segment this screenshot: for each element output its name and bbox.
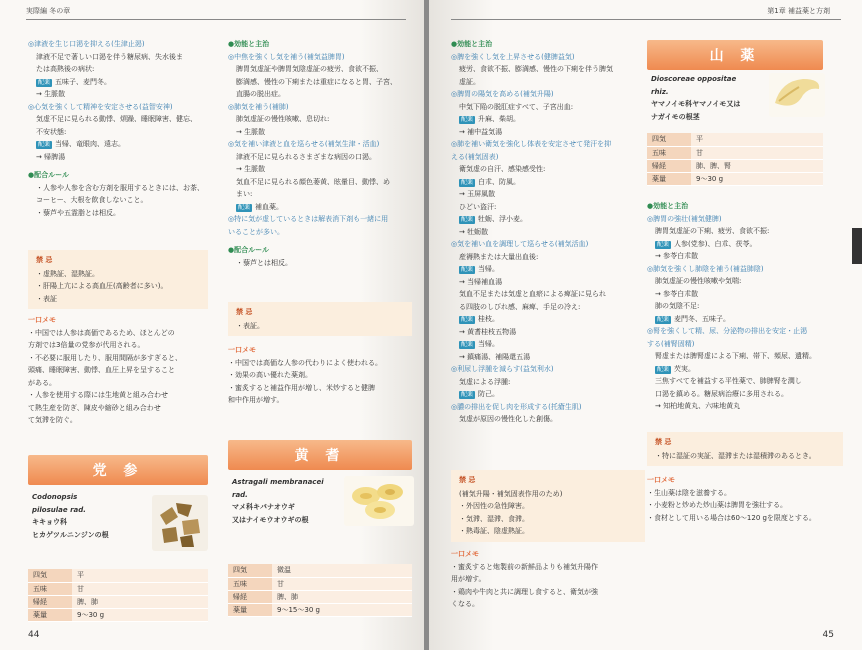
- box-item: ・食材として用いる場合は60〜120 gを限度とする。: [647, 513, 816, 522]
- property-row: 五味 甘: [28, 582, 208, 595]
- text-line: 直腸の脱出症。: [236, 90, 285, 98]
- box-item: (補気升陽・補気固表作用のため): [459, 489, 563, 498]
- text-line: する(補腎固精): [647, 339, 695, 348]
- text-line: ●効能と主治: [228, 40, 270, 48]
- text-line: ●効能と主治: [647, 202, 689, 210]
- text-line: 配薬 当帰。: [461, 340, 500, 348]
- box-title: 一口メモ: [28, 316, 56, 324]
- box-item: ・表証。: [236, 321, 264, 330]
- text-line: 配薬 升麻、柴胡。: [461, 115, 521, 123]
- memo-box: [647, 474, 843, 524]
- property-row: 四気 平: [28, 569, 208, 582]
- memo-box: [228, 344, 412, 407]
- text-line: ●配合ルール: [28, 171, 69, 179]
- text-line: 配薬 当帰、竜眼肉、遠志。: [38, 140, 126, 148]
- latin-name-2: pilosulae rad.: [32, 505, 86, 514]
- text-line: 配薬 防己。: [461, 390, 500, 398]
- text-line: ・藜芦とは相反。: [236, 258, 292, 267]
- text-line: ◎津液を生じ口渇を抑える(生津止渇): [28, 40, 145, 48]
- property-table: [228, 564, 412, 617]
- text-line: 気血不足または気虚と血瘀による痺証に見られ: [459, 290, 606, 298]
- box-item: ・特に湿証の実証、湿滞または湿積滞のあるとき。: [655, 451, 816, 460]
- box-title: 禁 忌: [236, 308, 253, 316]
- prescription-tag: 配薬: [657, 365, 670, 373]
- text-line: ●配合ルール: [228, 246, 269, 254]
- text-line: 肺気虚証の慢性咳嗽、息切れ:: [236, 115, 330, 123]
- text-line: → 生脈散: [36, 90, 66, 98]
- box-item: ・気滞、湿滞、食滞。: [459, 514, 529, 523]
- text-line: 膨満感、慢性の下痢または重症になると胃、子宮、: [236, 77, 397, 86]
- text-line: ひどい盗汗:: [459, 202, 497, 211]
- text-line: 中気下陥の脱肛症すべて、子宮出血:: [459, 102, 574, 111]
- herb-name-banner: 黄 耆: [228, 440, 412, 470]
- text-line: 配薬 五味子、麦門冬。: [38, 77, 112, 86]
- property-row: 五味 甘: [647, 146, 823, 159]
- box-item: がある。: [28, 378, 56, 387]
- column-dioscorea-text: [647, 200, 847, 413]
- property-row: 薬量 9〜15〜30 g: [228, 603, 412, 616]
- text-line: 配薬 当帰。: [461, 265, 500, 273]
- herb-photo-dioscorea: [769, 73, 825, 117]
- text-line: 配薬 補血薬。: [238, 202, 284, 211]
- box-item: くなる。: [451, 600, 479, 608]
- text-line: ・人参や人参を含む方剤を服用するときには、お茶、: [36, 183, 204, 192]
- text-line: 配薬 白朮、防風。: [461, 177, 521, 186]
- text-line: いることが多い。: [228, 227, 284, 236]
- prescription-tag: 配薬: [461, 316, 474, 323]
- box-item: ・不必要に服用したり、服用間隔が多すぎると、: [28, 353, 182, 362]
- prescription-tag: 配薬: [461, 116, 474, 123]
- running-header: 実際編 冬の章: [26, 7, 71, 15]
- header-rule: [451, 19, 841, 20]
- text-line: → 生脈散: [236, 165, 266, 173]
- box-item: ・生山薬は陰を滋養する。: [647, 488, 731, 497]
- text-line: 気虚による浮腫:: [459, 377, 511, 386]
- box-item: ・中国では高価な人参の代わりによく使われる。: [228, 358, 382, 367]
- memo-box: [28, 314, 208, 427]
- text-line: 疲労、食欲不振、膨満感、慢性の下痢を伴う脾気: [459, 65, 613, 73]
- text-line: 気血不足に見られる顔色萎黄、眩暈目、動悸、め: [236, 177, 390, 186]
- property-table: [647, 133, 823, 186]
- page-number: 44: [28, 630, 40, 640]
- box-item: て熱生産を防ぎ、陳皮や縮砂と組み合わせ: [28, 403, 161, 412]
- left-page: [0, 0, 424, 650]
- property-row: 四気 微温: [228, 564, 412, 577]
- text-line: 津液不足で著しい口渇を伴う糖尿病、失水後ま: [36, 52, 183, 61]
- column-ginseng-text: [28, 38, 206, 219]
- text-line: まい:: [236, 190, 253, 198]
- text-line: ◎中焦を強くし気を補う(補気益脾胃): [228, 52, 345, 61]
- text-line: 肺の気陰不足:: [655, 302, 700, 310]
- text-line: 配薬 芡実。: [657, 364, 696, 373]
- text-line: 津液不足に見られるさまざまな病因の口渇。: [236, 152, 376, 161]
- box-item: ・表証: [36, 294, 57, 303]
- text-line: ◎脾を強くし気を上昇させる(健脾益気): [451, 52, 575, 61]
- property-row: 帰経 脾、肺: [228, 590, 412, 603]
- prescription-tag: 配薬: [38, 141, 51, 148]
- text-line: → 知柏地黄丸、六味地黄丸: [655, 402, 741, 410]
- text-line: → 黄耆桂枝五物湯: [459, 327, 517, 336]
- column-codonopsis-text: [228, 38, 414, 269]
- box-item: ・熱毒証、陰虚熱証。: [459, 527, 529, 535]
- box-item: 頭痛、睡眠障害、動悸、血圧上昇を呈すること: [28, 366, 175, 374]
- latin-name-2: rhiz.: [651, 87, 669, 96]
- latin-name-2: rad.: [232, 490, 248, 499]
- box-title: 禁 忌: [459, 476, 476, 484]
- text-line: 衛気虚の自汗、感染感受性:: [459, 165, 546, 173]
- herb-name-banner: 党 参: [28, 455, 208, 485]
- box-item: ・肝陽上亢による高血圧(高齢者に多い)。: [36, 282, 168, 290]
- caution-box: [228, 302, 412, 336]
- prescription-tag: 配薬: [657, 240, 670, 248]
- text-line: → 生脈散: [236, 127, 266, 136]
- plant-part: ナガイモの根茎: [651, 112, 700, 121]
- text-line: 腎虚または脾腎虚による下痢、帯下、頻尿、遺精。: [655, 352, 816, 360]
- text-line: → 当帰補血湯: [459, 277, 503, 286]
- box-item: ・外因性の急性障害。: [459, 502, 529, 510]
- herb-card-codonopsis: [28, 455, 208, 622]
- plant-family: マメ科キバナオウギ: [232, 503, 295, 511]
- box-title: 一口メモ: [228, 346, 256, 354]
- text-line: える(補気固表): [451, 152, 499, 161]
- right-page: [429, 0, 862, 650]
- text-line: ◎腎を強くして精、尿、分泌物の排出を安定・止渇: [647, 327, 808, 335]
- property-row: 薬量 9〜30 g: [28, 608, 208, 621]
- text-line: ◎肺を補い衛気を強化し体表を安定させて発汗を抑: [451, 140, 612, 148]
- column-astragalus-text: [451, 38, 647, 426]
- box-item: 方剤では3倍量の党参が代用される。: [28, 341, 145, 349]
- box-item: ・鶏肉や牛肉と共に調理し食すると、衛気が強: [451, 587, 598, 596]
- text-line: ◎肺気を補う(補肺): [228, 102, 289, 111]
- text-line: ◎特に気が虚しているときは解表消下剤も一緒に用: [228, 215, 389, 223]
- text-line: 配薬 人参(党参)、白朮、茯苓。: [657, 239, 757, 248]
- text-line: 気虚不足に見られる動悸、煩躁、睡眠障害、健忘、: [36, 115, 197, 123]
- text-line: 配薬 麦門冬、五味子。: [657, 314, 731, 323]
- box-title: 禁 忌: [36, 256, 53, 264]
- prescription-tag: 配薬: [461, 178, 474, 186]
- text-line: コーヒー、大根を飲食しないこと。: [36, 196, 148, 204]
- herb-photo-astragalus: [344, 476, 414, 526]
- text-line: ◎肺気を強くし肺陰を補う(補益肺陰): [647, 264, 764, 273]
- box-title: 一口メモ: [451, 550, 479, 558]
- herb-card-astragalus: [228, 440, 412, 617]
- box-title: 一口メモ: [647, 476, 675, 484]
- property-row: 四気 平: [647, 133, 823, 146]
- box-item: ・虚熱証、湿熱証。: [36, 269, 99, 278]
- prescription-tag: 配薬: [657, 315, 670, 323]
- text-line: 産褥熱または大量出血後:: [459, 252, 539, 261]
- caution-box: [451, 470, 645, 542]
- box-item: ・中国では人参は高価であるため、ほとんどの: [28, 328, 175, 337]
- box-item: て気滞を防ぐ。: [28, 416, 77, 424]
- box-item: ・蜜炙すると補益作用が増し、米炒すると健脾: [228, 383, 375, 392]
- text-line: → 鎮痛湯、補陽還五湯: [459, 352, 531, 361]
- plant-family: キキョウ科: [32, 518, 67, 526]
- prescription-tag: 配薬: [461, 341, 474, 348]
- text-line: る四肢のしびれ感、麻痺、手足の冷え:: [459, 302, 581, 311]
- latin-name: Codonopsis: [32, 493, 78, 501]
- property-row: 薬量 9〜30 g: [647, 172, 823, 185]
- text-line: 口渇を鎮める。糖尿病治療に多用される。: [655, 389, 788, 398]
- text-line: → 玉屏風散: [459, 190, 496, 198]
- box-item: ・小麦粉と炒めた炒山薬は脾胃を強壮する。: [647, 501, 787, 509]
- plant-part: ヒカゲツルニンジンの根: [32, 530, 109, 539]
- text-line: 虚証。: [459, 77, 480, 86]
- text-line: 配薬 桂枝。: [461, 315, 500, 323]
- text-line: ◎脾胃の強壮(補気健脾): [647, 214, 722, 223]
- latin-name: Astragali membranacei: [232, 478, 324, 486]
- box-item: ・人参を使用する際には生地黄と組み合わせ: [28, 391, 168, 399]
- caution-box: [28, 250, 208, 309]
- prescription-tag: 配薬: [38, 78, 51, 86]
- text-line: たは高熱後の病状:: [36, 65, 95, 73]
- property-row: 帰経 肺、脾、腎: [647, 159, 823, 172]
- prescription-tag: 配薬: [238, 203, 251, 211]
- text-line: 肺気虚証の慢性咳嗽や気喘:: [655, 277, 742, 285]
- prescription-tag: 配薬: [461, 391, 474, 398]
- text-line: ◎膿の排出を促し肉を形成する(托瘡生肌): [451, 402, 582, 411]
- text-line: → 参苓白朮散: [655, 252, 699, 260]
- text-line: → 牡蛎散: [459, 227, 489, 236]
- box-item: ・蜜炙すると炮製前の新鮮品よりも補気升陽作: [451, 562, 598, 571]
- caution-box: [647, 432, 843, 466]
- box-item: 和中作用が増す。: [228, 396, 284, 404]
- herb-photo-codonopsis: [152, 495, 208, 551]
- text-line: → 帰脾湯: [36, 152, 66, 161]
- prescription-tag: 配薬: [461, 216, 474, 223]
- property-row: 五味 甘: [228, 577, 412, 590]
- text-line: ◎脾胃の陽気を高める(補気升陽): [451, 90, 554, 98]
- box-item: ・効果の高い優れた薬剤。: [228, 371, 312, 379]
- text-line: ・藜芦や五霊脂とは相反。: [36, 208, 120, 217]
- latin-name: Dioscoreae oppositae: [651, 75, 737, 83]
- property-table: [28, 569, 208, 622]
- property-row: 帰経 脾、肺: [28, 595, 208, 608]
- running-header: 第1章 補益薬と方剤: [767, 7, 830, 15]
- text-line: ◎利尿し浮腫を減らす(益気利水): [451, 365, 554, 373]
- text-line: → 補中益気湯: [459, 127, 503, 136]
- herb-name-banner: 山 薬: [647, 40, 823, 70]
- plant-part: 又はナイモウオウギの根: [232, 515, 309, 524]
- text-line: 脾胃気虚証や脾胃気陰虚証の疲労、食欲不振、: [236, 65, 383, 73]
- text-line: ◎気を補い津液と血を巡らせる(補気生津・活血): [228, 140, 380, 148]
- text-line: 気虚が原因の慢性化した創傷。: [459, 415, 557, 423]
- text-line: 脾胃気虚証の下痢、疲労、食欲不振:: [655, 227, 770, 235]
- box-item: 用が増す。: [451, 575, 486, 583]
- text-line: 配薬 牡蛎、浮小麦。: [461, 215, 528, 223]
- box-title: 禁 忌: [655, 438, 672, 446]
- herb-card-dioscorea: [647, 40, 823, 186]
- header-rule: [26, 19, 406, 20]
- text-line: 三焦すべてを補益する平性薬で、肺脾腎を潤し: [655, 377, 802, 385]
- text-line: → 参苓白朮散: [655, 289, 699, 298]
- plant-family: ヤマノイモ科ヤマノイモ又は: [651, 100, 741, 108]
- text-line: 不安状態:: [36, 127, 67, 136]
- memo-box: [451, 548, 645, 611]
- prescription-tag: 配薬: [461, 266, 474, 273]
- chapter-tab: [852, 228, 862, 264]
- text-line: ●効能と主治: [451, 40, 493, 48]
- page-number: 45: [822, 630, 834, 640]
- text-line: ◎気を補い血を調理して巡らせる(補気活血): [451, 240, 589, 248]
- text-line: ◎心気を強くして精神を安定させる(益智安神): [28, 102, 173, 111]
